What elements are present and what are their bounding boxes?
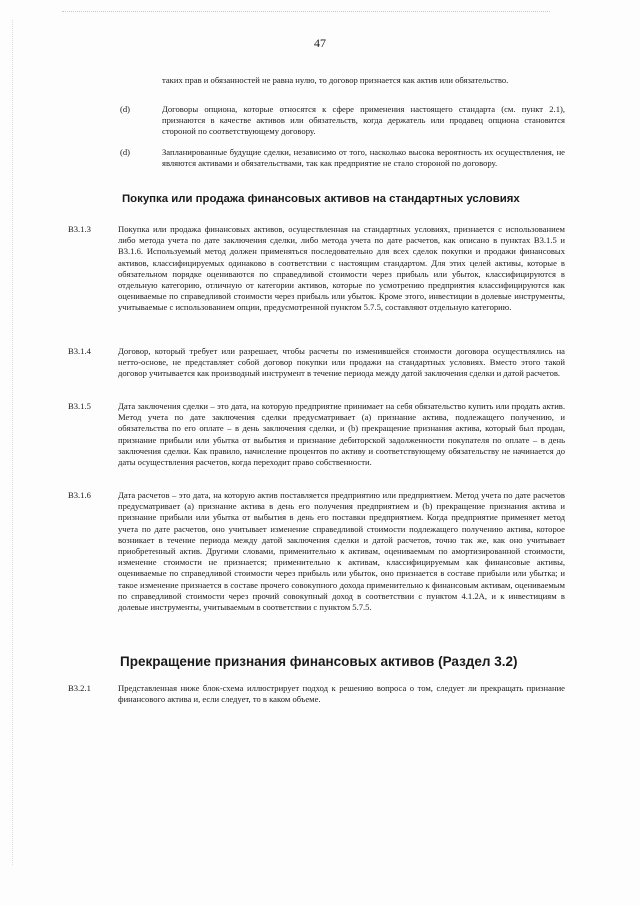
item-text-e: Запланированные будущие сделки, независимо от того, насколько высока вероятность их осуществления, не являются активами и обязательствами, так как предприятие не стало стороной по договору. bbox=[162, 147, 565, 169]
paragraph-label-b316: B3.1.6 bbox=[68, 490, 91, 500]
paragraph-b315: Дата заключения сделки – это дата, на которую предприятие принимает на себя обязательство купить или продать актив. Метод учета по дате заключения сделки предусматривает (a) признание актива, подлежащего получению, и обязательства по его оплате – в день заключения сделки, и (b) прекращение признания актива, который был продан, признание прибыли или убытка от выбытия и признание дебиторской задолженности покупателя по оплате – в день заключения сделки. Как правило, начисление процентов по активу и соответствующему обязательству не начинается до даты осуществления расчетов, когда переходит право собственности. bbox=[118, 401, 565, 468]
intro-continuation: таких прав и обязанностей не равна нулю, то договор признается как актив или обязательство. bbox=[162, 75, 509, 85]
item-label-d: (d) bbox=[120, 104, 131, 114]
section-heading-derecognition: Прекращение признания финансовых активов (Раздел 3.2) bbox=[120, 654, 518, 669]
item-text-d: Договоры опциона, которые относятся к сфере применения настоящего стандарта (см. пункт 2.1), признаются в качестве активов или обязательств, когда держатель или продавец опциона становится стороной по соответствующему договору. bbox=[162, 104, 565, 137]
section-heading-regular-way: Покупка или продажа финансовых активов на стандартных условиях bbox=[122, 193, 520, 205]
item-label-e: (d) bbox=[120, 147, 131, 157]
paragraph-label-b315: B3.1.5 bbox=[68, 401, 91, 411]
paragraph-b316: Дата расчетов – это дата, на которую актив поставляется предприятию или предприятием. Метод учета по дате расчетов предусматривает (a) признание актива в день его получения предприятием и (b) прекращение признания актива и признание прибыли или убытка от выбытия в день его поставки предприятием. Когда предприятие применяет метод учета по дате расчетов, оно учитывает изменение справедливой стоимости подлежащего получению актива, которое возникает в течение периода между датой заключения сделки и датой расчетов, точно так же, как оно учитывает приобретенный актив. Другими словами, применительно к активам, оцениваемым по амортизированной стоимости, изменение стоимости не признается; применительно к активам, классифицируемым как финансовые активы, оцениваемые по справедливой стоимости через прибыль или убыток, оно признается в составе прибыли или убытка; и такое изменение признается в составе прочего совокупного дохода применительно к финансовым активам, оцениваемым по справедливой стоимости через прочий совокупный доход в соответствии с пунктом 4.1.2A, и к инвестициям в долевые инструменты, учитываемым в соответствии с пунктом 5.7.5. bbox=[118, 490, 565, 613]
top-rule bbox=[62, 11, 550, 12]
page-number: 47 bbox=[314, 36, 326, 50]
margin-rule bbox=[12, 20, 13, 865]
paragraph-b313: Покупка или продажа финансовых активов, осуществленная на стандартных условиях, признается с использованием либо метода учета по дате заключения сделки, либо метода учета по дате расчетов, как описано в пунктах B3.1.5 и B3.1.6. Используемый метод должен применяться последовательно для всех сделок покупки и продажи финансовых активов, классифицируемых одинаково в соответствии с настоящим стандартом. Для этих целей активы, которые в обязательном порядке оцениваются по справедливой стоимости через прибыль или убыток, классифицируются в отдельную категорию, отличную от категории активов, которые по усмотрению предприятия классифицируются как оцениваемые по справедливой стоимости через прибыль или убыток. Кроме этого, инвестиции в долевые инструменты, учитываемые с использованием опции, предусмотренной пунктом 5.7.5, составляют отдельную категорию. bbox=[118, 224, 565, 313]
paragraph-b314: Договор, который требует или разрешает, чтобы расчеты по изменившейся стоимости договора осуществлялись на нетто-основе, не представляет собой договор покупки или продажи на стандартных условиях. Вместо этого такой договор учитывается как производный инструмент в течение периода между датой заключения сделки и датой расчетов. bbox=[118, 346, 565, 379]
paragraph-label-b313: B3.1.3 bbox=[68, 224, 91, 234]
paragraph-label-b321: B3.2.1 bbox=[68, 683, 91, 693]
paragraph-b321: Представленная ниже блок-схема иллюстрирует подход к решению вопроса о том, следует ли прекращать признание финансового актива и, если следует, то в каком объеме. bbox=[118, 683, 565, 705]
paragraph-label-b314: B3.1.4 bbox=[68, 346, 91, 356]
